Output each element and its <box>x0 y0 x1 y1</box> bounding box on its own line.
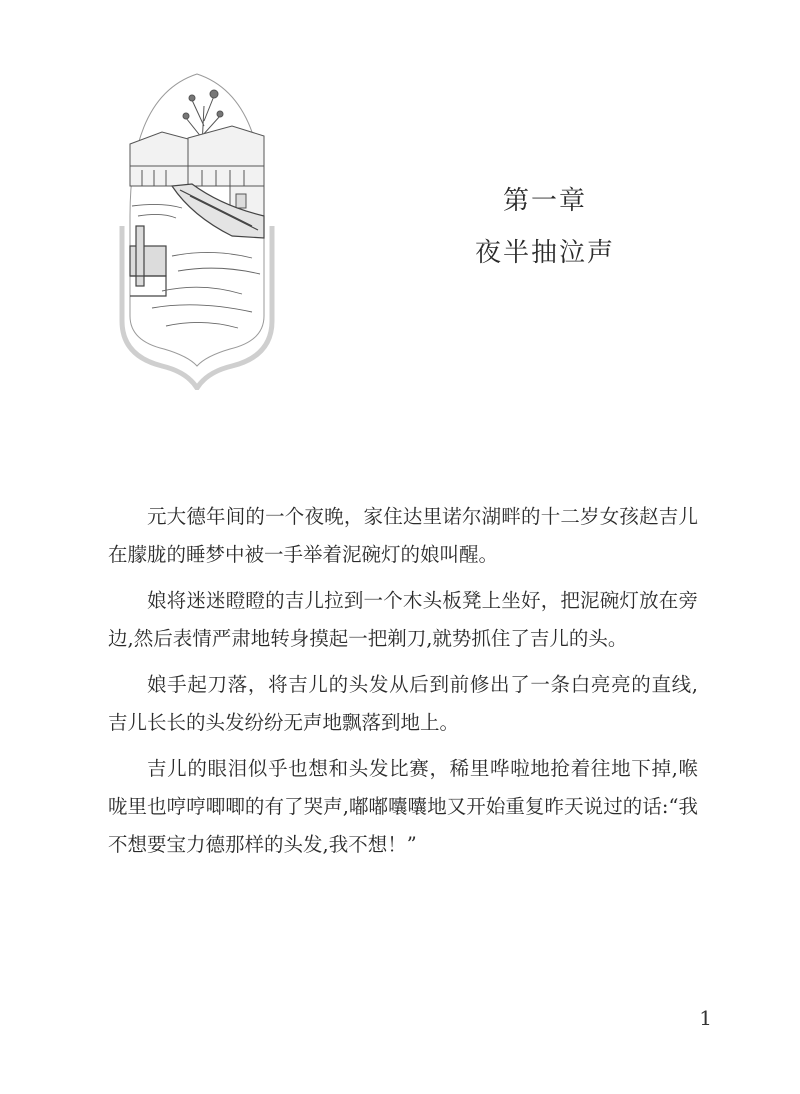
paragraph: 娘手起刀落，将吉儿的头发从后到前修出了一条白亮亮的直线,吉儿长长的头发纷纷无声地飘落到地上。 <box>108 673 698 734</box>
paragraph: 娘将迷迷瞪瞪的吉儿拉到一个木头板凳上坐好，把泥碗灯放在旁边,然后表情严肃地转身摸起一把剃刀,就势抓住了吉儿的头。 <box>108 589 698 650</box>
page-number: 1 <box>699 1006 712 1030</box>
paragraph: 吉儿的眼泪似乎也想和头发比赛，稀里哗啦地抢着往地下掉,喉咙里也哼哼唧唧的有了哭声,嘟嘟囔囔地又开始重复昨天说过的话:“我不想要宝力德那样的头发,我不想！” <box>108 757 698 856</box>
chapter-title: 夜半抽泣声 <box>474 238 615 268</box>
chapter-body <box>108 498 698 872</box>
chapter-illustration <box>102 66 292 390</box>
chapter-number: 第一章 <box>502 186 587 216</box>
paragraph: 元大德年间的一个夜晚，家住达里诺尔湖畔的十二岁女孩赵吉儿在朦胧的睡梦中被一手举着泥碗灯的娘叫醒。 <box>108 505 698 566</box>
